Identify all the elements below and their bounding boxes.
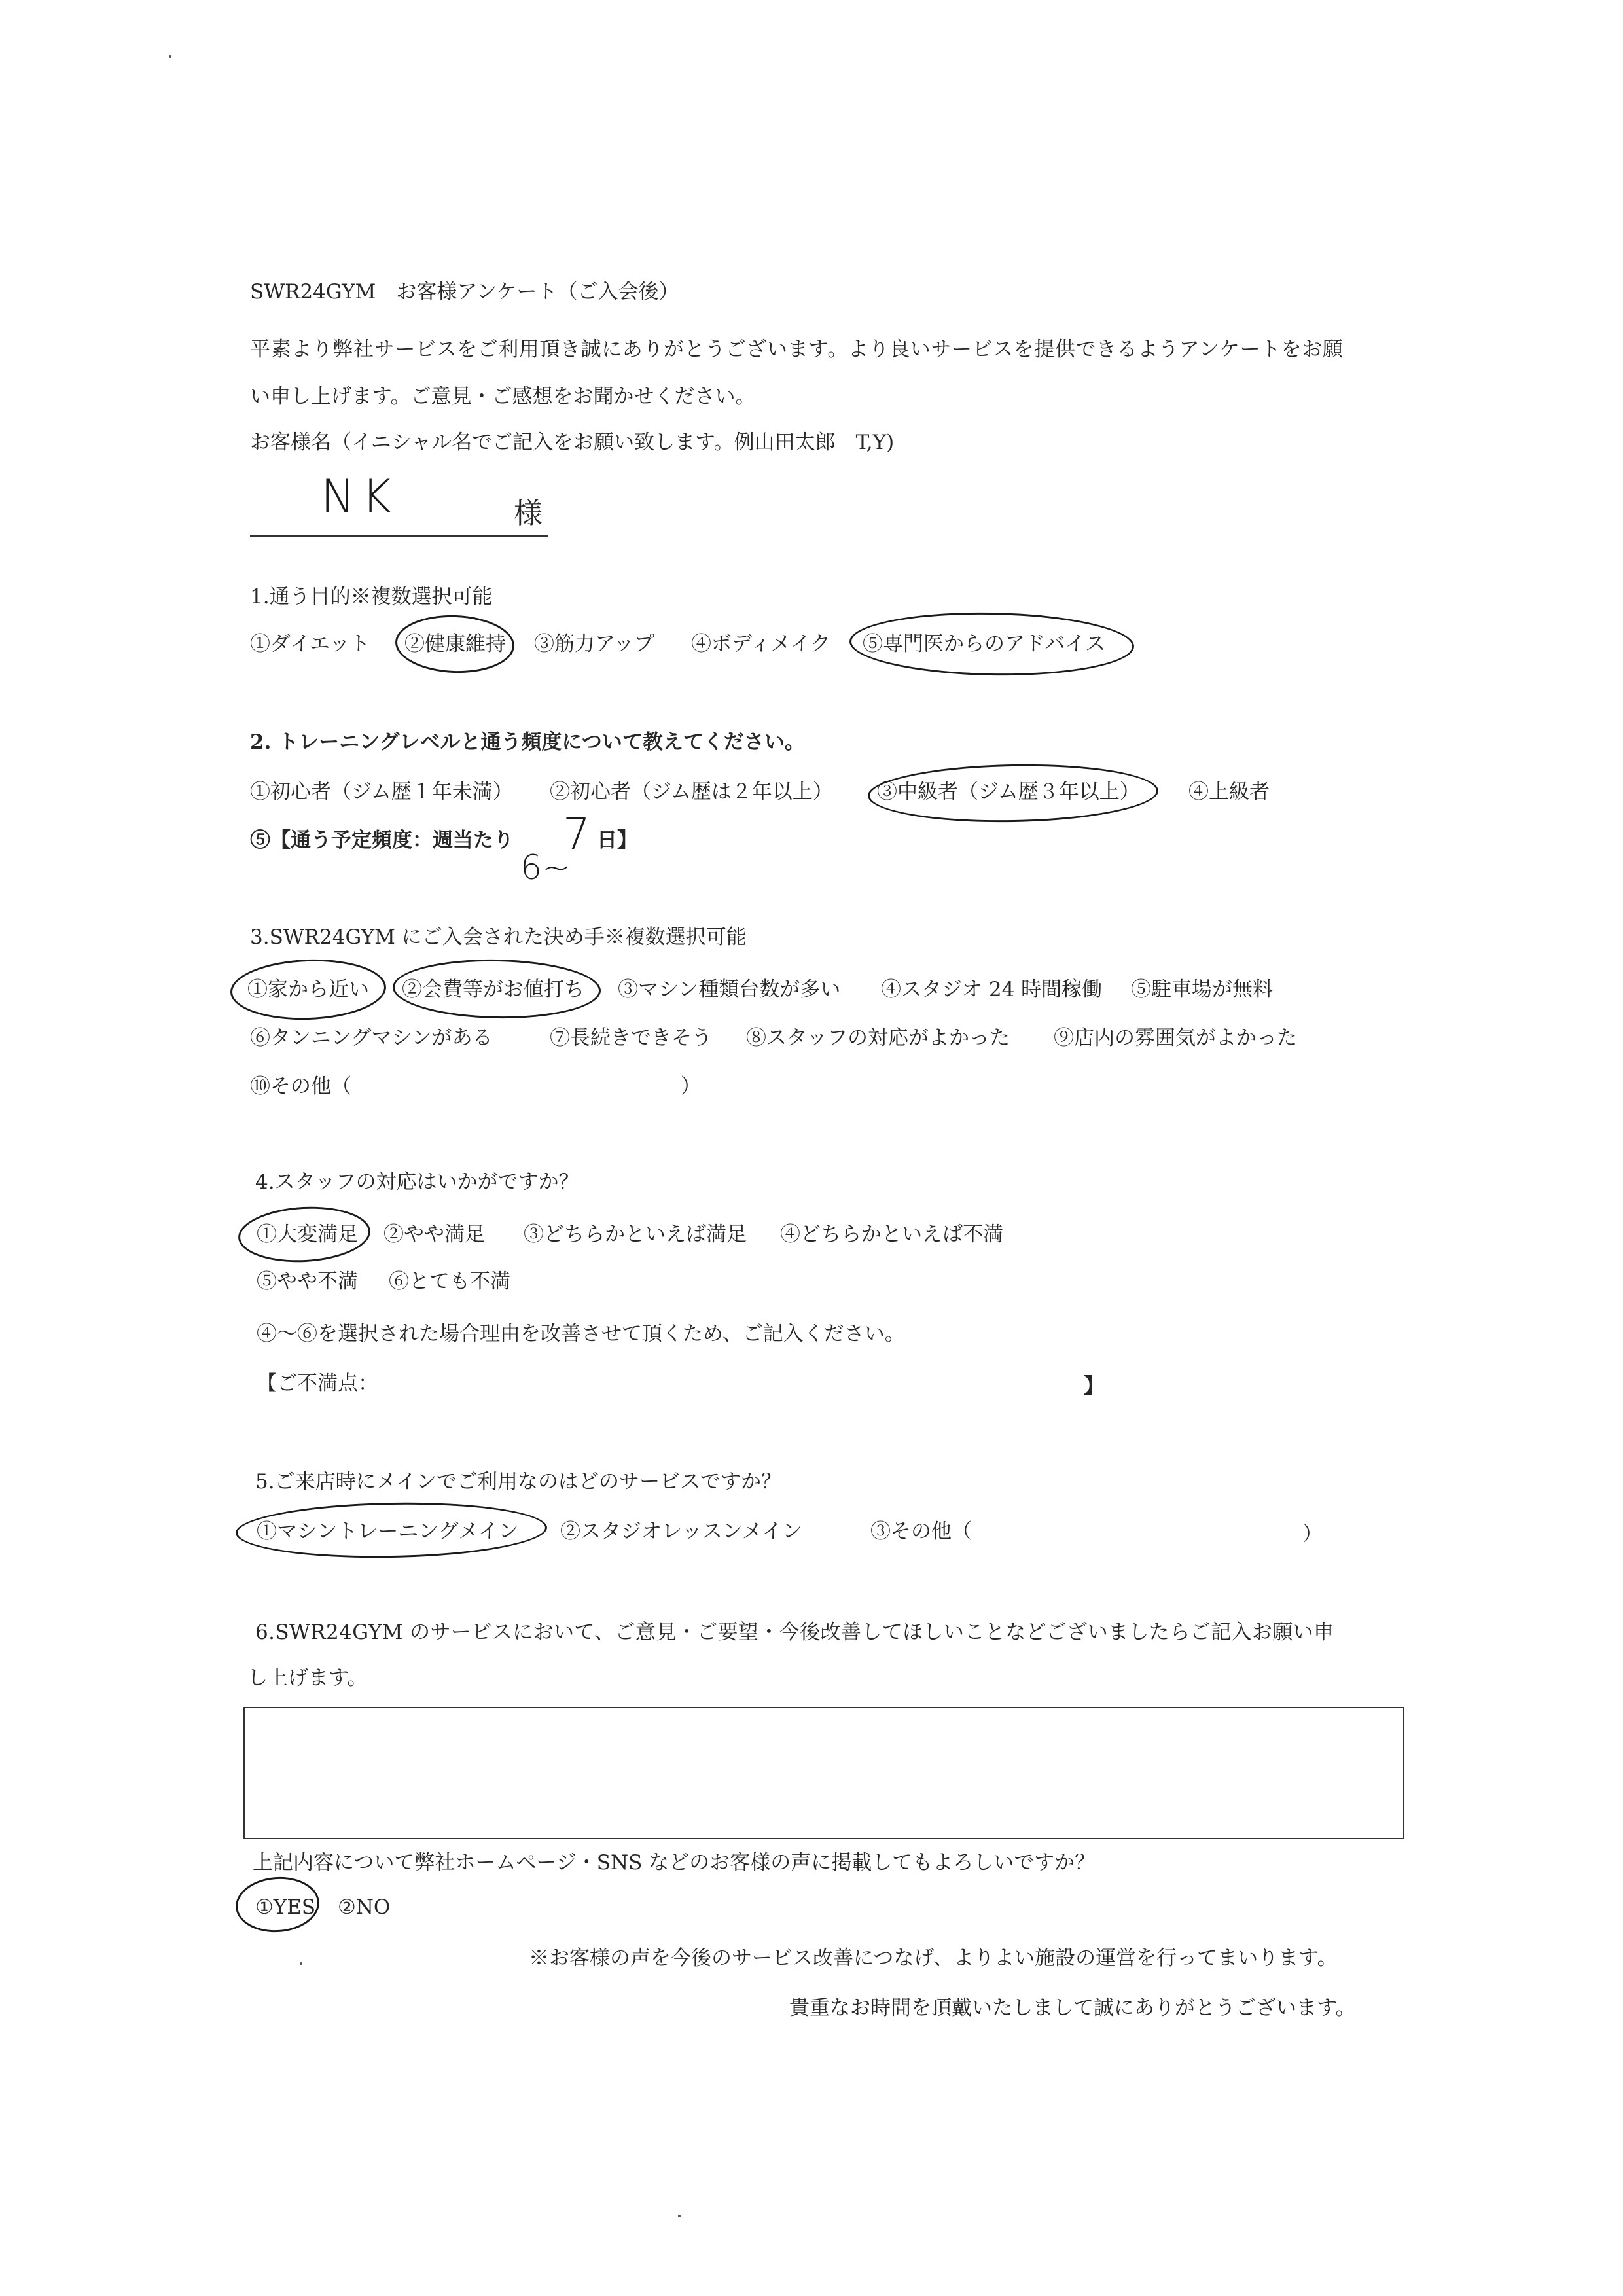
- selection-circle-very-satisfied: [237, 1204, 372, 1265]
- q4-option-very-satisfied[interactable]: ①大変満足: [257, 1223, 358, 1246]
- scan-speck: [300, 1962, 302, 1965]
- q3-option-atmosphere[interactable]: ⑨店内の雰囲気がよかった: [1054, 1026, 1297, 1050]
- q4-option-very-dissatisfied[interactable]: ⑥とても不満: [389, 1270, 510, 1293]
- intro-line-1: 平素より弊社サービスをご利用頂き誠にありがとうございます。より良いサービスを提供できるようアンケートをお願: [250, 338, 1344, 361]
- handwritten-frequency-b: 7: [563, 809, 590, 859]
- name-underline: [250, 535, 548, 537]
- q3-title: 3.SWR24GYM にご入会された決め手※複数選択可能: [250, 925, 747, 949]
- q5-option-other[interactable]: ③その他（: [870, 1520, 972, 1543]
- selection-circle-intermediate: [867, 762, 1158, 825]
- q3-option-staff[interactable]: ⑧スタッフの対応がよかった: [746, 1026, 1010, 1050]
- selection-circle-machine: [235, 1500, 547, 1560]
- q3-option-continue[interactable]: ⑦長続きできそう: [550, 1026, 712, 1050]
- q2-option-beginner-1[interactable]: ①初心者（ジム歴１年未満）: [250, 780, 513, 804]
- consent-question: 上記内容について弊社ホームページ・SNS などのお客様の声に掲載してもよろしいですか？: [253, 1851, 1096, 1874]
- handwritten-name: NK: [321, 470, 399, 524]
- q6-title-line-2: し上げます。: [247, 1666, 368, 1690]
- q4-option-somewhat-dissatisfied[interactable]: ④どちらかといえば不満: [780, 1223, 1003, 1246]
- q4-complaint-close: 】: [1084, 1374, 1104, 1398]
- selection-circle-near-home: [229, 957, 387, 1022]
- selection-circle-fee: [392, 958, 601, 1020]
- q3-option-parking[interactable]: ⑤駐車場が無料: [1131, 978, 1273, 1001]
- q4-option-satisfied[interactable]: ②やや満足: [383, 1223, 485, 1246]
- q1-option-bodymake[interactable]: ④ボディメイク: [691, 632, 831, 656]
- q3-option-other[interactable]: ⑩その他（: [250, 1075, 351, 1098]
- q1-option-muscle[interactable]: ③筋力アップ: [534, 632, 654, 656]
- q4-option-dissatisfied[interactable]: ⑤やや不満: [257, 1270, 358, 1293]
- q4-title: 4.スタッフの対応はいかがですか？: [255, 1170, 579, 1194]
- footer-line-2: 貴重なお時間を頂戴いたしまして誠にありがとうございます。: [789, 1996, 1356, 2020]
- q1-option-diet[interactable]: ①ダイエット: [250, 632, 370, 656]
- q2-option-beginner-2[interactable]: ②初心者（ジム歴は２年以上）: [550, 780, 833, 804]
- selection-circle-health: [395, 613, 516, 675]
- q2-frequency-label: ⑤【通う予定頻度：週当たり: [250, 829, 514, 852]
- consent-option-no[interactable]: ②NO: [338, 1895, 391, 1919]
- q3-option-near-home[interactable]: ①家から近い: [247, 978, 369, 1001]
- q2-frequency-unit: 日】: [597, 829, 637, 852]
- honorific-label: 様: [514, 497, 543, 530]
- q5-other-close: ）: [1302, 1522, 1323, 1546]
- q6-comment-box[interactable]: [243, 1707, 1404, 1839]
- footer-line-1: ※お客様の声を今後のサービス改善につなげ、よりよい施設の運営を行ってまいります。: [529, 1946, 1338, 1970]
- q3-option-machines[interactable]: ③マシン種類台数が多い: [618, 978, 841, 1001]
- scan-speck: [169, 55, 171, 58]
- q4-complaint-label: 【ご不満点：: [257, 1372, 378, 1395]
- q1-option-health[interactable]: ②健康維持: [404, 632, 506, 656]
- q1-title: 1.通う目的※複数選択可能: [250, 585, 493, 609]
- q3-option-fee[interactable]: ②会費等がお値打ち: [402, 978, 584, 1001]
- q2-title: 2. トレーニングレベルと通う頻度について教えてください。: [250, 730, 805, 754]
- q3-option-studio[interactable]: ④スタジオ 24 時間稼働: [881, 978, 1103, 1001]
- intro-line-2: い申し上げます。ご意見・ご感想をお聞かせください。: [250, 385, 756, 408]
- q1-option-doctor[interactable]: ⑤専門医からのアドバイス: [863, 632, 1106, 656]
- q5-title: 5.ご来店時にメインでご利用なのはどのサービスですか？: [255, 1470, 781, 1494]
- handwritten-frequency-a: 6~: [520, 848, 571, 888]
- consent-option-yes[interactable]: ①YES: [255, 1895, 316, 1919]
- form-title: SWR24GYM お客様アンケート（ご入会後）: [250, 280, 679, 304]
- q2-option-intermediate[interactable]: ③中級者（ジム歴３年以上）: [877, 780, 1140, 804]
- q5-option-studio[interactable]: ②スタジオレッスンメイン: [560, 1520, 803, 1543]
- q3-other-close: ）: [681, 1075, 701, 1098]
- name-prompt: お客様名（イニシャル名でご記入をお願い致します。例山田太郎 T,Y): [250, 431, 895, 454]
- q2-option-advanced[interactable]: ④上級者: [1188, 780, 1270, 804]
- q4-option-somewhat-satisfied[interactable]: ③どちらかといえば満足: [524, 1223, 747, 1246]
- q6-title-line-1: 6.SWR24GYM のサービスにおいて、ご意見・ご要望・今後改善してほしいことなどございましたらご記入お願い申: [255, 1621, 1334, 1644]
- q4-note: ④～⑥を選択された場合理由を改善させて頂くため、ご記入ください。: [257, 1322, 905, 1346]
- selection-circle-yes: [234, 1874, 321, 1935]
- q3-option-tanning[interactable]: ⑥タンニングマシンがある: [250, 1026, 493, 1050]
- selection-circle-doctor: [849, 610, 1135, 678]
- scan-speck: [678, 2215, 681, 2217]
- q5-option-machine[interactable]: ①マシントレーニングメイン: [257, 1520, 519, 1543]
